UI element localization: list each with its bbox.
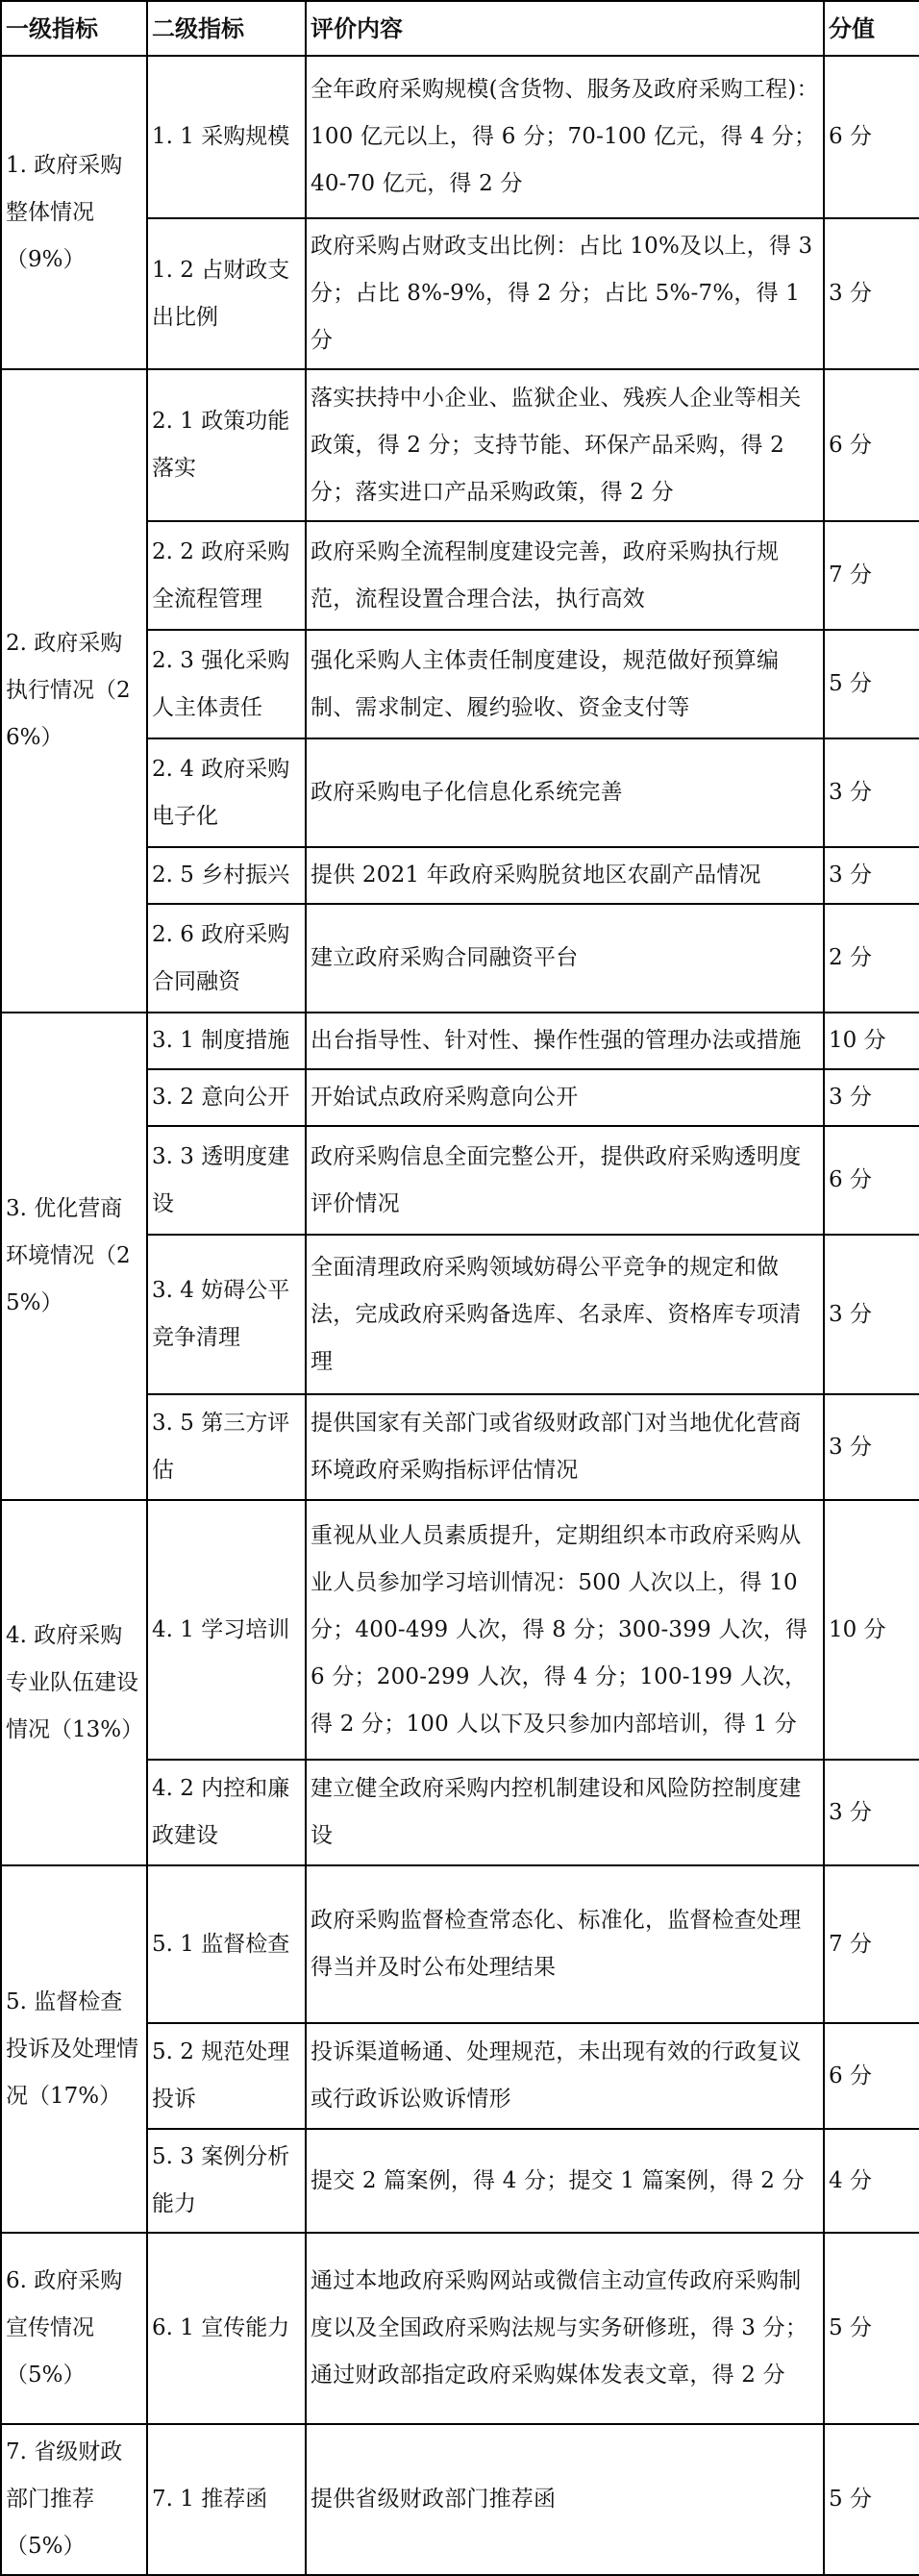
table-row: [1, 1865, 919, 2023]
header-score: 分值: [824, 1, 919, 56]
level2-cell: 5. 3 案例分析能力: [147, 2129, 306, 2233]
content-cell: 建立政府采购合同融资平台: [306, 904, 824, 1013]
score-cell: 4 分: [824, 2129, 919, 2233]
content-cell: 投诉渠道畅通、处理规范，未出现有效的行政复议或行政诉讼败诉情形: [306, 2023, 824, 2129]
level2-cell: 4. 1 学习培训: [147, 1500, 306, 1760]
score-cell: 3 分: [824, 1394, 919, 1500]
level2-cell: 2. 1 政策功能落实: [147, 369, 306, 521]
content-cell: 落实扶持中小企业、监狱企业、残疾人企业等相关政策，得 2 分；支持节能、环保产品采购，得 2 分；落实进口产品采购政策，得 2 分: [306, 369, 824, 521]
score-cell: 5 分: [824, 2424, 919, 2575]
score-cell: 6 分: [824, 2023, 919, 2129]
score-cell: 3 分: [824, 1235, 919, 1394]
level2-cell: 4. 2 内控和廉政建设: [147, 1760, 306, 1865]
level2-cell: 2. 4 政府采购电子化: [147, 738, 306, 847]
score-cell: 2 分: [824, 904, 919, 1013]
score-cell: 10 分: [824, 1500, 919, 1760]
content-cell: 提供国家有关部门或省级财政部门对当地优化营商环境政府采购指标评估情况: [306, 1394, 824, 1500]
level2-cell: 5. 1 监督检查: [147, 1865, 306, 2023]
score-cell: 7 分: [824, 1865, 919, 2023]
level1-cell: 6. 政府采购宣传情况（5%）: [1, 2233, 147, 2424]
content-cell: 政府采购占财政支出比例：占比 10%及以上，得 3 分；占比 8%-9%，得 2 分；占比 5%-7%，得 1 分: [306, 218, 824, 369]
level2-cell: 3. 2 意向公开: [147, 1069, 306, 1126]
content-cell: 提供 2021 年政府采购脱贫地区农副产品情况: [306, 847, 824, 904]
level1-cell: 5. 监督检查投诉及处理情况（17%）: [1, 1865, 147, 2233]
content-cell: 提供省级财政部门推荐函: [306, 2424, 824, 2575]
score-cell: 6 分: [824, 1126, 919, 1235]
level2-cell: 5. 2 规范处理投诉: [147, 2023, 306, 2129]
score-cell: 3 分: [824, 847, 919, 904]
content-cell: 政府采购监督检查常态化、标准化，监督检查处理得当并及时公布处理结果: [306, 1865, 824, 2023]
score-cell: 10 分: [824, 1013, 919, 1069]
content-cell: 强化采购人主体责任制度建设，规范做好预算编制、需求制定、履约验收、资金支付等: [306, 630, 824, 738]
table-row: [1, 1013, 919, 1069]
table-row: [1, 1500, 919, 1760]
score-cell: 5 分: [824, 630, 919, 738]
content-cell: 出台指导性、针对性、操作性强的管理办法或措施: [306, 1013, 824, 1069]
content-cell: 全面清理政府采购领域妨碍公平竞争的规定和做法，完成政府采购备选库、名录库、资格库专项清理: [306, 1235, 824, 1394]
score-cell: 3 分: [824, 1760, 919, 1865]
content-cell: 政府采购全流程制度建设完善，政府采购执行规范，流程设置合理合法，执行高效: [306, 521, 824, 630]
level2-cell: 1. 2 占财政支出比例: [147, 218, 306, 369]
content-cell: 政府采购信息全面完整公开，提供政府采购透明度评价情况: [306, 1126, 824, 1235]
content-cell: 开始试点政府采购意向公开: [306, 1069, 824, 1126]
score-cell: 6 分: [824, 56, 919, 218]
level2-cell: 2. 5 乡村振兴: [147, 847, 306, 904]
score-cell: 6 分: [824, 369, 919, 521]
content-cell: 政府采购电子化信息化系统完善: [306, 738, 824, 847]
level2-cell: 2. 6 政府采购合同融资: [147, 904, 306, 1013]
content-cell: 建立健全政府采购内控机制建设和风险防控制度建设: [306, 1760, 824, 1865]
level2-cell: 6. 1 宣传能力: [147, 2233, 306, 2424]
content-cell: 重视从业人员素质提升，定期组织本市政府采购从业人员参加学习培训情况：500 人次以上，得 10 分；400-499 人次，得 8 分；300-399 人次，得 6 分；200-299 人次，得 4 分；100-199 人次，得 2 分；100 人以下及只参加内部培训，得 1 分: [306, 1500, 824, 1760]
table-row: [1, 2233, 919, 2424]
score-cell: 5 分: [824, 2233, 919, 2424]
level2-cell: 3. 1 制度措施: [147, 1013, 306, 1069]
level1-cell: 1. 政府采购整体情况（9%）: [1, 56, 147, 369]
level1-cell: 3. 优化营商环境情况（25%）: [1, 1013, 147, 1500]
level1-cell: 2. 政府采购执行情况（26%）: [1, 369, 147, 1013]
level1-cell: 4. 政府采购专业队伍建设情况（13%）: [1, 1500, 147, 1865]
level2-cell: 2. 2 政府采购全流程管理: [147, 521, 306, 630]
level1-cell: 7. 省级财政部门推荐（5%）: [1, 2424, 147, 2575]
content-cell: 通过本地政府采购网站或微信主动宣传政府采购制度以及全国政府采购法规与实务研修班，得 3 分；通过财政部指定政府采购媒体发表文章，得 2 分: [306, 2233, 824, 2424]
header-row: [1, 1, 919, 56]
level2-cell: 3. 5 第三方评估: [147, 1394, 306, 1500]
content-cell: 全年政府采购规模(含货物、服务及政府采购工程)：100 亿元以上，得 6 分；70-100 亿元，得 4 分；40-70 亿元，得 2 分: [306, 56, 824, 218]
level2-cell: 3. 4 妨碍公平竞争清理: [147, 1235, 306, 1394]
level2-cell: 1. 1 采购规模: [147, 56, 306, 218]
score-cell: 7 分: [824, 521, 919, 630]
score-cell: 3 分: [824, 218, 919, 369]
table-row: [1, 369, 919, 521]
header-level1: 一级指标: [1, 1, 147, 56]
header-level2: 二级指标: [147, 1, 306, 56]
content-cell: 提交 2 篇案例，得 4 分；提交 1 篇案例，得 2 分: [306, 2129, 824, 2233]
header-content: 评价内容: [306, 1, 824, 56]
level2-cell: 7. 1 推荐函: [147, 2424, 306, 2575]
level2-cell: 2. 3 强化采购人主体责任: [147, 630, 306, 738]
level2-cell: 3. 3 透明度建设: [147, 1126, 306, 1235]
table-row: [1, 56, 919, 218]
score-cell: 3 分: [824, 738, 919, 847]
score-cell: 3 分: [824, 1069, 919, 1126]
